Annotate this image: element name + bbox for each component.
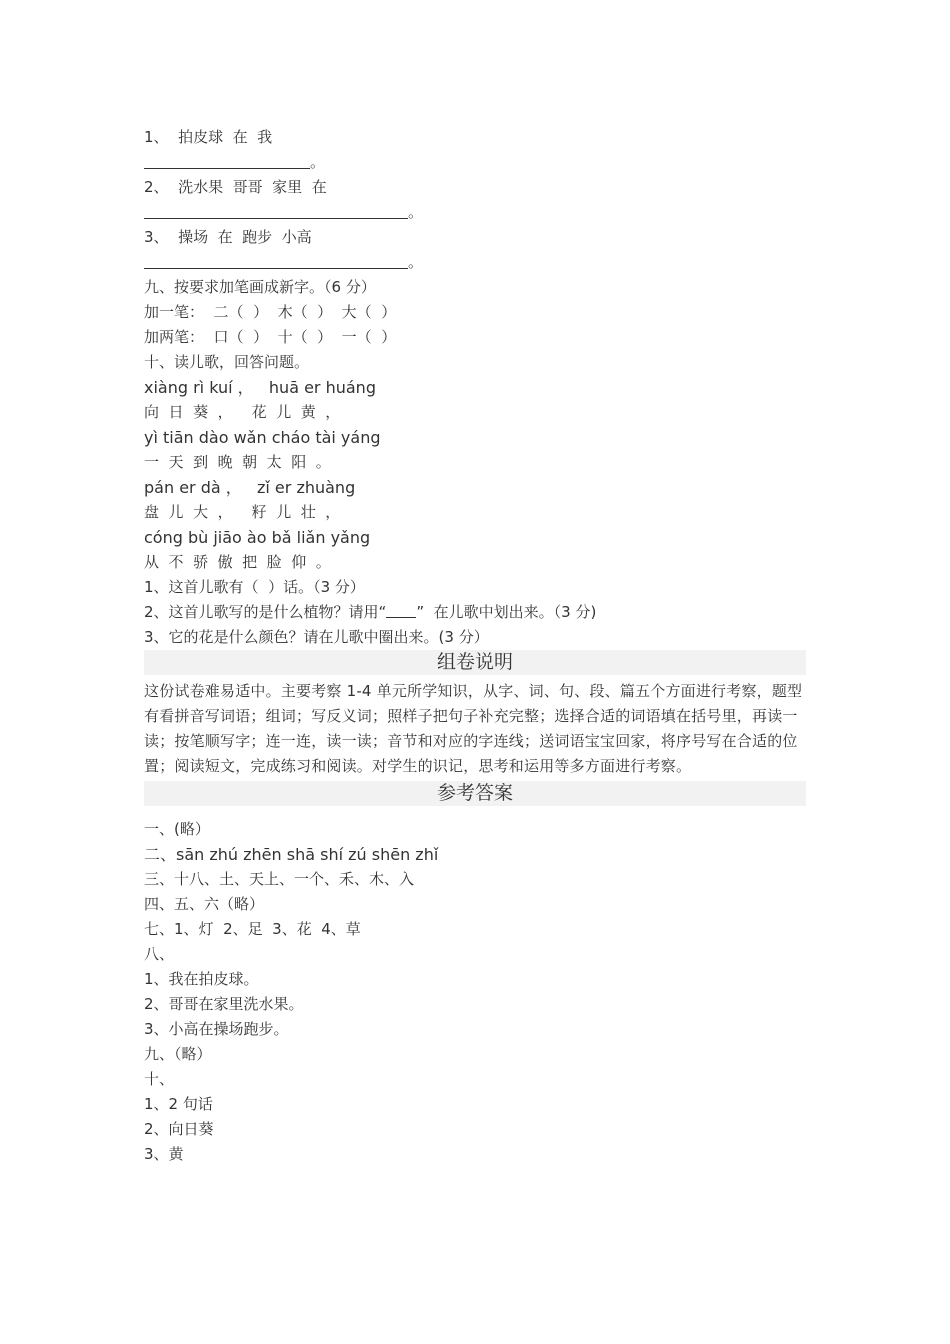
notes-body: 这份试卷难易适中。主要考察 1-4 单元所学知识，从字、词、句、段、篇五个方面进行考察，题型有看拼音写词语；组词；写反义词；照样子把句子补充完整；选择合适的词语填在括号里，再读一读；按笔顺写字；连一连，读一读；音节和对应的字连线；送词语宝宝回家，将序号写在合适的位置；阅读短文，完成练习和阅读。对学生的识记，思考和运用等多方面进行考察。 [144,682,803,775]
answer-line: 三、十八、土、天上、一个、禾、木、入 [144,870,415,888]
answer-line: 七、1、灯 2、足 3、花 4、草 [144,920,361,938]
answer-line: 2、向日葵 [144,1120,214,1138]
poem-hanzi-4: 从 不 骄 傲 把 脸 仰 。 [144,553,331,571]
answer-line: 九、（略） [144,1045,212,1063]
poem-hanzi-1: 向 日 葵 ， 花 儿 黄 ， [144,403,341,421]
answer-line: 十、 [144,1070,175,1088]
q8-item-1: 1、 拍皮球 在 我 [144,128,273,146]
q10-question-2-start: 2、这首儿歌写的是什么植物？请用“ [144,603,387,621]
poem-pinyin-2: yì tiān dào wǎn cháo tài yáng [144,428,381,447]
period: 。 [408,203,424,221]
q10-question-1: 1、这首儿歌有（ ）话。（3 分） [144,578,365,596]
q9-row-add-two: 加两笔： 口（ ） 十（ ） 一（ ） [144,328,397,346]
underline-sample [386,600,416,618]
answer-line: 八、 [144,945,175,963]
answer-blank [144,150,310,169]
q10-question-3: 3、它的花是什么颜色？请在儿歌中圈出来。(3 分） [144,628,489,646]
q8-answer-line-3 [144,250,806,275]
q8-item-3: 3、 操场 在 跑步 小高 [144,228,312,246]
period: 。 [408,253,424,271]
answer-line: 二、sān zhú zhēn shā shí zú shēn zhǐ [144,845,439,864]
q9-title: 九、按要求加笔画成新字。（6 分） [144,278,376,296]
answers-heading: 参考答案 [144,781,806,806]
q10-title: 十、读儿歌，回答问题。 [144,353,310,371]
exam-page [144,125,806,1167]
q8-answer-line-1 [144,150,806,175]
q8-answer-line-2 [144,200,806,225]
poem-hanzi-2: 一 天 到 晚 朝 太 阳 。 [144,453,331,471]
notes-heading: 组卷说明 [144,650,806,675]
answer-line: 四、五、六（略） [144,895,265,913]
answer-blank [144,200,408,219]
answer-blank [144,250,408,269]
period: 。 [310,153,326,171]
poem-pinyin-4: cóng bù jiāo ào bǎ liǎn yǎng [144,528,371,547]
poem-pinyin-1: xiàng rì kuí ， huā er huáng [144,378,376,397]
answer-line: 3、小高在操场跑步。 [144,1020,289,1038]
poem-hanzi-3: 盘 儿 大 ， 籽 儿 壮 ， [144,503,341,521]
poem-pinyin-3: pán er dà ， zǐ er zhuàng [144,478,356,497]
answer-line: 一、(略） [144,820,210,838]
q9-row-add-one: 加一笔： 二（ ） 木（ ） 大（ ） [144,303,397,321]
answer-line: 1、2 句话 [144,1095,213,1113]
q8-item-2: 2、 洗水果 哥哥 家里 在 [144,178,327,196]
answer-line: 1、我在拍皮球。 [144,970,259,988]
q10-question-2 [144,600,806,625]
q10-question-2-end: ” 在儿歌中划出来。（3 分) [416,603,597,621]
answer-line: 3、黄 [144,1145,184,1163]
answer-line: 2、哥哥在家里洗水果。 [144,995,304,1013]
